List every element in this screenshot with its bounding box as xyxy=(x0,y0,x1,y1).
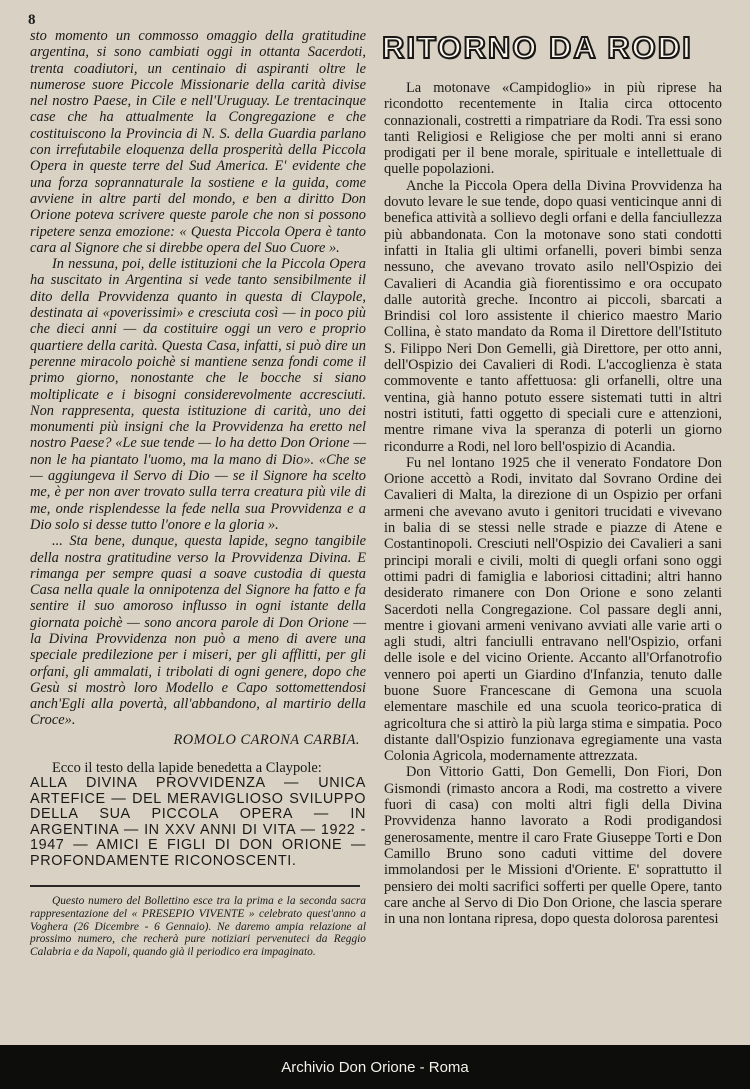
right-column xyxy=(384,28,722,927)
right-paragraph-4: Don Vittorio Gatti, Don Gemelli, Don Fiori, Don Gismondi (rimasto ancora a Rodi, ma costretto a vivere fuori di casa) con molti altri figli della Divina Provvidenza hanno lavorato a Rodi prodigandosi generosamente, mentre il caro Frate Giuseppe Torti e Don Camillo Bruno sono caduti vittime del dovere immolandosi per le Missioni d'Oriente. E' soprattutto il pensiero dei molti sacrifici sofferti per quelle Opere, tanto care anche al Servo di Dio Don Orione, che lascia sperare in una non lontana ripresa, dopo questa dolorosa parentesi xyxy=(384,764,722,928)
archive-footer: Archivio Don Orione - Roma xyxy=(0,1045,750,1089)
divider-rule xyxy=(30,885,360,887)
left-column xyxy=(30,28,366,958)
page-number: 8 xyxy=(28,12,36,28)
right-paragraph-1: La motonave «Campidoglio» in più riprese ha ricondotto recentemente in Italia circa ottocento connazionali, costretti a rimpatriare da Rodi. Tra essi sono tanti Religiosi e Religiose che per molti anni si erano prodigati per il bene morale, spirituale e intellettuale di quelle popolazioni. xyxy=(384,80,722,178)
left-paragraph-2: In nessuna, poi, delle istituzioni che la Piccola Opera ha suscitato in Argentina si vede tanto sensibilmente il dito della Provvidenza quanto in questa di Claypole, destinata ai «poverissimi» e cresciuta così — in poco più che dieci anni — da costituire oggi un vero e proprio quartiere della carità. Questa Casa, infatti, si può dire un perenne miracolo poichè si mantiene senza fondi come il primo giorno, nonostante che le bocche si siano moltiplicate e i bisogni considerevolmente accresciuti. Non rappresenta, questa istituzione di carità, uno dei monumenti più insigni che la Provvidenza ha eretto nel nostro Paese? «Le sue tende — lo ha detto Don Orione — non le ha piantato l'uomo, ma la mano di Dio». «Che se — aggiungeva il Servo di Dio — se il Signore ha scelto me, è per non aver trovato sulla terra creatura più vile di me, onde risplendesse la fede nella sua Provvidenza e a Dio solo si desse tutto l'onore e la gloria ». xyxy=(30,256,366,533)
right-paragraph-2: Anche la Piccola Opera della Divina Provvidenza ha dovuto levare le sue tende, dopo quasi venticinque anni di benefica attività a sollievo degli orfani e della fanciullezza più abbandonata. Con la motonave sono stati condotti infatti in Italia gli ultimi orfanelli, poveri bimbi senza nessuno, che avevano trovato asilo nell'Ospizio dei Cavalieri di Acandia già fiorentissimo e ora occupato dalle autorità greche. Incontro ai piccoli, sbarcati a Brindisi col loro assistente il chierico maestro Mario Collina, è stato mandato da Roma il Direttore dell'Istituto S. Filippo Neri Don Gemelli, già Direttore, per otto anni, dell'Ospizio dei Cavalieri di Rodi. L'accoglienza è stata commovente e tanto affettuosa: gli orfanelli, oltre una ventina, già hanno potuto essere sistemati tutti in altri nostri istituti, fatti oggetto di speciali cure e attenzioni, mentre rimane viva la speranza di poterli un giorno ricondurre a Rodi, nel loro bell'ospizio di Acandia. xyxy=(384,177,722,455)
article-title: RITORNO DA RODI xyxy=(382,30,693,65)
left-paragraph-1: sto momento un commosso omaggio della gratitudine argentina, si sono cambiati oggi in ottanta Sacerdoti, trenta coadiutori, un centinaio di aspiranti oltre le numerose suore Piccole Missionarie della carità divise nel nostro Paese, in Cile e nell'Uruguay. Le trentacinque case che ha attualmente la Congregazione e che costituiscono la Provincia di N. S. della Guardia parlano con irrefutabile eloquenza della prosperità della Piccola Opera in queste terre del Sud America. E' evidente che una forza soprannaturale la sostiene e la guida, come avviene in altre parti del mondo, e ben a diritto Don Orione poteva scrivere queste parole che non si possono ripetere senza emozione: « Questa Piccola Opera è tanto cara al Signore che si direbbe opera del Suo Cuore ». xyxy=(30,28,366,256)
right-paragraph-3: Fu nel lontano 1925 che il venerato Fondatore Don Orione accettò a Rodi, invitato dal Sovrano Ordine dei Cavalieri di Malta, la direzione di un Ospizio per orfani armeni che avevano avuto i genitori trucidati e vivevano in balia di se stessi nelle strade e piazze di Atene e Costantinopoli. Cresciuti nell'Ospizio dei Cavalieri a sani principi morali e civili, molti di quegli orfani sono oggi ottimi padri di famiglia e laboriosi cittadini; altri hanno desiderato rimanere con Don Orione e sono zelanti Sacerdoti nella Congregazione. Col passare degli anni, mentre i giovani armeni venivano avviati alle varie arti o agli studi, altri fanciulli entravano nell'Ospizio, orfani delle isole e del vicino Oriente. Accanto all'Orfanotrofio vennero poi aperti un Giardino d'Infanzia, tenuto dalle buone Suore Francescane di Gemona una scuola elementare maschile ed una scuola teorico-pratica di agricoltura che si attirò la più larga stima e simpatia. Poco distante dall'Ospizio funzionava egregiamente una vasta Colonia Agricola, modernamente attrezzata. xyxy=(384,454,722,765)
article-signature: ROMOLO CARONA CARBIA. xyxy=(173,731,360,748)
left-paragraph-3: ... Sta bene, dunque, questa lapide, segno tangibile della nostra gratitudine verso la Provvidenza Divina. E rimanga per sempre quasi a soave custodia di questa Casa nella quale la onnipotenza del Signore ha fatto e fa sentire il suo amoroso influsso in ogni istante della giornata poichè — sono ancora parole di Don Orione — la Divina Provvidenza non può a meno di avere una speciale predilezione per i miseri, per gli afflitti, per gli orfani, gli ammalati, i tribolati di ogni genere, dopo che Gesù si mostrò loro Modello e Capo sottomettendosi anch'Egli alla povertà, all'abbandono, al martirio della Croce». xyxy=(30,533,366,729)
editorial-footnote: Questo numero del Bollettino esce tra la prima e la seconda sacra rappresentazione del « PRESEPIO VIVENTE » celebrato quest'anno a Voghera (26 Dicembre - 6 Gennaio). Ne daremo ampia relazione al prossimo numero, che recherà pure notiziari pervenuteci da Reggio Calabria e da Napoli, quando già il periodico era impaginato. xyxy=(30,895,366,958)
lapide-intro: Ecco il testo della lapide benedetta a Claypole: xyxy=(52,760,322,777)
lapide-inscription: ALLA DIVINA PROVVIDENZA — UNICA ARTEFICE — DEL MERAVIGLIOSO SVILUPPO DELLA SUA PICCOLA OPERA — IN ARGENTINA — IN XXV ANNI DI VITA — 1922 - 1947 — AMICI E FIGLI DI DON ORIONE — PROFONDAMENTE RICONOSCENTI. xyxy=(30,775,366,869)
